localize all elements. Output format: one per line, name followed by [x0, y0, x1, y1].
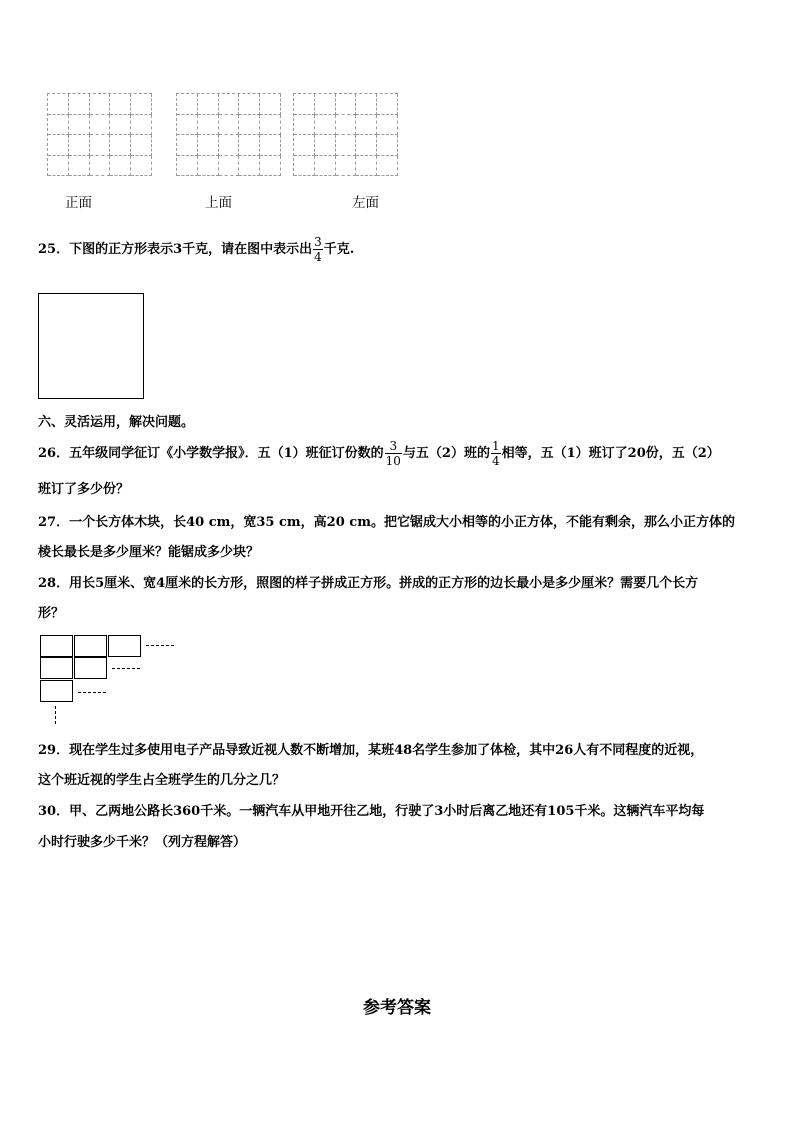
question-number: 28． [38, 576, 70, 591]
front-view-label: 正面 [65, 195, 92, 211]
question-28 [38, 572, 698, 591]
question-29 [38, 739, 703, 758]
fraction-1-4 [491, 440, 501, 467]
left-view-grid [293, 93, 398, 176]
question-text: 下图的正方形表示3千克，请在图中表示出 [69, 242, 313, 257]
fraction-numerator: 3 [314, 235, 322, 249]
question-25 [38, 236, 354, 263]
question-text: 相等，五（1）班订了20份，五（2） [501, 446, 720, 461]
rectangle-tile [108, 635, 141, 657]
continuation-dots [112, 668, 140, 669]
question-number: 26． [38, 446, 70, 461]
continuation-dots [78, 692, 106, 693]
question-26-line2: 班订了多少份？ [38, 482, 130, 497]
rectangle-tile [40, 635, 73, 657]
continuation-dots-vertical [55, 706, 56, 724]
answer-key-title: 参考答案 [363, 998, 431, 1018]
fraction-numerator: 1 [491, 439, 500, 453]
question-text: 甲、乙两地公路长360千米。一辆汽车从甲地开往乙地，行驶了3小时后离乙地还有105千米。这辆汽车平均每 [69, 804, 705, 819]
square-3kg [38, 293, 144, 399]
rectangle-tile [40, 680, 73, 702]
fraction-3-4 [313, 236, 323, 263]
question-26 [38, 440, 720, 467]
question-text: 现在学生过多使用电子产品导致近视人数不断增加，某班48名学生参加了体检，其中26人有不同程度的近视， [69, 743, 704, 758]
fraction-denominator: 10 [385, 454, 401, 468]
question-text: 与五（2）班的 [402, 446, 490, 461]
question-text: 用长5厘米、宽4厘米的长方形，照图的样子拼成正方形。拼成的正方形的边长最小是多少厘米？需要几个长方 [69, 576, 699, 591]
question-text-end: 千克. [323, 242, 355, 257]
fraction-numerator: 3 [385, 440, 402, 454]
fraction-denominator: 4 [314, 250, 322, 264]
question-29-line2: 这个班近视的学生占全班学生的几分之几？ [38, 773, 286, 788]
rectangle-tile [74, 657, 107, 679]
top-view-label: 上面 [205, 195, 232, 211]
question-number: 30． [38, 804, 70, 819]
front-view-grid [47, 93, 152, 176]
question-text: 五年级同学征订《小学数学报》．五（1）班征订份数的 [69, 446, 384, 461]
top-view-grid [176, 93, 281, 176]
question-28-line2: 形？ [38, 606, 65, 621]
rectangle-tile [74, 635, 107, 657]
continuation-dots [146, 645, 174, 646]
question-30 [38, 800, 704, 819]
question-27 [38, 511, 735, 530]
rectangle-tile [40, 657, 73, 679]
question-number: 27． [38, 515, 70, 530]
fraction-3-10 [385, 440, 402, 467]
question-27-line2: 棱长最长是多少厘米？能锯成多少块？ [38, 545, 260, 560]
question-text: 一个长方体木块，长40 cm，宽35 cm，高20 cm。把它锯成大小相等的小正方体，不能有剩余，那么小正方体的 [69, 515, 735, 530]
left-view-label: 左面 [352, 195, 379, 211]
fraction-denominator: 4 [491, 454, 500, 468]
section-heading: 六、灵活运用，解决问题。 [38, 415, 195, 430]
question-number: 29． [38, 743, 70, 758]
question-30-line2: 小时行驶多少千米？（列方程解答） [38, 835, 247, 850]
question-number: 25． [38, 242, 70, 257]
